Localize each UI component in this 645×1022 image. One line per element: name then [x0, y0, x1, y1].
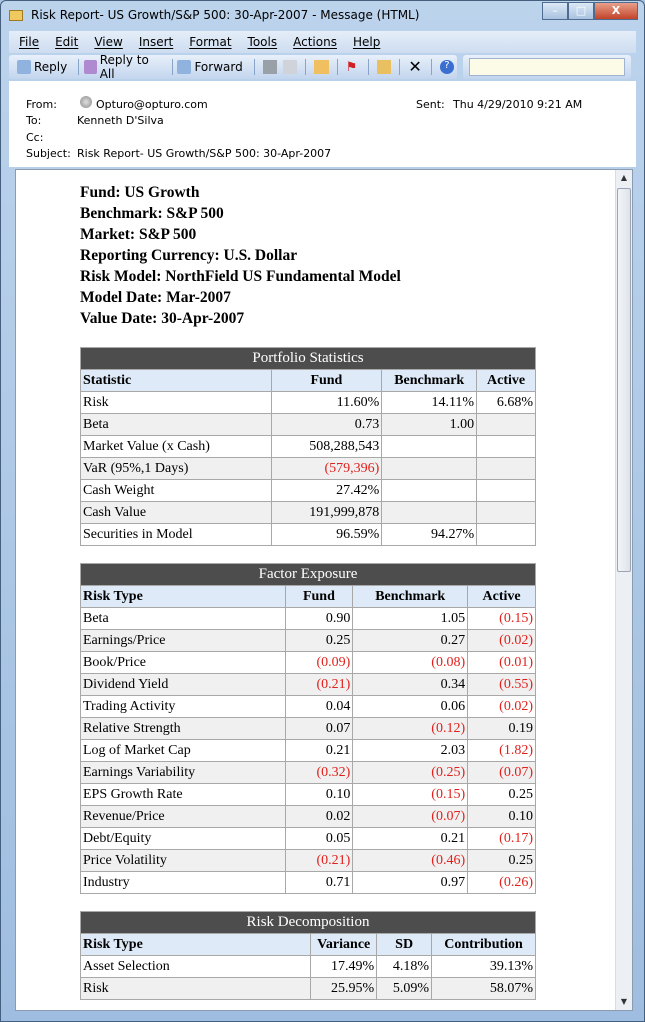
sent-label: Sent:: [416, 98, 445, 111]
label-cell: Earnings/Price: [81, 630, 286, 652]
column-header: Risk Type: [81, 586, 286, 608]
value-cell: (1.82): [468, 740, 536, 762]
value-cell: [477, 458, 536, 480]
column-header: Statistic: [81, 370, 272, 392]
value-cell: (0.15): [353, 784, 468, 806]
value-cell: 0.25: [285, 630, 353, 652]
scroll-thumb[interactable]: [617, 188, 631, 572]
scroll-down-arrow[interactable]: ▼: [620, 997, 628, 1006]
envelope-icon: [9, 10, 23, 21]
value-cell: (0.09): [285, 652, 353, 674]
subject-label: Subject:: [26, 147, 71, 160]
value-cell: 39.13%: [432, 956, 536, 978]
value-cell: [382, 436, 477, 458]
value-cell: 0.90: [285, 608, 353, 630]
from-value[interactable]: Opturo@opturo.com: [96, 98, 208, 111]
value-cell: 0.21: [285, 740, 353, 762]
value-cell: (0.17): [468, 828, 536, 850]
value-cell: 0.02: [285, 806, 353, 828]
table-row: [81, 630, 536, 652]
message-header: [9, 81, 636, 167]
value-cell: 1.05: [353, 608, 468, 630]
value-cell: 0.21: [353, 828, 468, 850]
junk-mail-icon[interactable]: [314, 60, 328, 74]
value-cell: [477, 502, 536, 524]
table-row: [81, 608, 536, 630]
value-cell: [382, 458, 477, 480]
value-cell: 2.03: [353, 740, 468, 762]
label-cell: Revenue/Price: [81, 806, 286, 828]
value-cell: 0.25: [468, 784, 536, 806]
table-row: [81, 392, 536, 414]
table-title: Portfolio Statistics: [81, 348, 536, 370]
value-cell: 27.42%: [271, 480, 382, 502]
flag-icon[interactable]: ⚑: [345, 60, 358, 75]
menu-bar: [9, 31, 636, 53]
menu-insert[interactable]: Insert: [138, 35, 174, 49]
risk-model-line: Risk Model: NorthField US Fundamental Model: [80, 268, 401, 285]
column-header: Benchmark: [382, 370, 477, 392]
value-cell: (0.02): [468, 696, 536, 718]
model-date-line: Model Date: Mar-2007: [80, 289, 231, 306]
menu-tools[interactable]: Tools: [247, 35, 278, 49]
table-row: [81, 978, 536, 1000]
value-cell: 6.68%: [477, 392, 536, 414]
value-cell: 14.11%: [382, 392, 477, 414]
reply-all-button[interactable]: [84, 53, 160, 81]
value-cell: (0.08): [353, 652, 468, 674]
delete-icon[interactable]: ✕: [408, 57, 422, 76]
label-cell: Risk: [81, 978, 311, 1000]
portfolio-statistics-table: [80, 347, 536, 546]
column-header: Variance: [311, 934, 377, 956]
market-line: Market: S&P 500: [80, 226, 197, 243]
value-cell: 11.60%: [271, 392, 382, 414]
table-row: [81, 652, 536, 674]
benchmark-line: Benchmark: S&P 500: [80, 205, 224, 222]
label-cell: Industry: [81, 872, 286, 894]
value-cell: (0.01): [468, 652, 536, 674]
forward-label: Forward: [194, 60, 243, 74]
reply-label: Reply: [34, 60, 68, 74]
label-cell: Risk: [81, 392, 272, 414]
value-cell: 0.10: [468, 806, 536, 828]
value-cell: 508,288,543: [271, 436, 382, 458]
value-cell: 94.27%: [382, 524, 477, 546]
table-row: [81, 828, 536, 850]
value-cell: 58.07%: [432, 978, 536, 1000]
fund-line: Fund: US Growth: [80, 184, 200, 201]
label-cell: Debt/Equity: [81, 828, 286, 850]
to-label: To:: [26, 114, 42, 127]
move-to-folder-icon[interactable]: [377, 60, 391, 74]
subject-value: Risk Report- US Growth/S&P 500: 30-Apr-2007: [77, 147, 332, 160]
value-cell: [382, 502, 477, 524]
reply-icon: [17, 60, 31, 74]
contact-status-icon: [80, 96, 92, 108]
value-cell: 0.07: [285, 718, 353, 740]
table-row: [81, 674, 536, 696]
menu-format[interactable]: Format: [189, 35, 232, 49]
table-title: Risk Decomposition: [81, 912, 536, 934]
column-header: SD: [377, 934, 432, 956]
value-cell: 0.25: [468, 850, 536, 872]
value-cell: (0.32): [285, 762, 353, 784]
value-cell: (0.46): [353, 850, 468, 872]
label-cell: Log of Market Cap: [81, 740, 286, 762]
value-cell: (0.25): [353, 762, 468, 784]
column-header: Contribution: [432, 934, 536, 956]
table-row: [81, 784, 536, 806]
table-row: [81, 718, 536, 740]
label-cell: Securities in Model: [81, 524, 272, 546]
value-cell: 0.73: [271, 414, 382, 436]
column-header: Benchmark: [353, 586, 468, 608]
vertical-scrollbar[interactable]: [615, 170, 632, 1010]
value-cell: [477, 414, 536, 436]
label-cell: Dividend Yield: [81, 674, 286, 696]
currency-line: Reporting Currency: U.S. Dollar: [80, 247, 298, 264]
value-date-line: Value Date: 30-Apr-2007: [80, 310, 245, 327]
menu-view[interactable]: View: [94, 35, 123, 49]
table-header-row: [81, 370, 536, 392]
value-cell: (0.26): [468, 872, 536, 894]
label-cell: Asset Selection: [81, 956, 311, 978]
value-cell: 96.59%: [271, 524, 382, 546]
minimize-button[interactable]: –: [542, 2, 568, 20]
value-cell: (579,396): [271, 458, 382, 480]
report-info: [80, 182, 401, 329]
table-row: [81, 696, 536, 718]
label-cell: Earnings Variability: [81, 762, 286, 784]
reply-button[interactable]: [17, 60, 67, 74]
title-bar: [1, 1, 644, 29]
label-cell: Relative Strength: [81, 718, 286, 740]
table-row: [81, 524, 536, 546]
label-cell: Price Volatility: [81, 850, 286, 872]
value-cell: 191,999,878: [271, 502, 382, 524]
scroll-up-arrow[interactable]: ▲: [620, 173, 628, 182]
value-cell: 5.09%: [377, 978, 432, 1000]
menu-help[interactable]: Help: [352, 35, 381, 49]
search-combo[interactable]: [469, 58, 625, 76]
value-cell: 0.19: [468, 718, 536, 740]
column-header: Fund: [271, 370, 382, 392]
column-header: Fund: [285, 586, 353, 608]
table-row: [81, 414, 536, 436]
table-row: [81, 502, 536, 524]
value-cell: (0.21): [285, 674, 353, 696]
sent-value: Thu 4/29/2010 9:21 AM: [453, 98, 583, 111]
menu-actions[interactable]: Actions: [293, 35, 337, 49]
value-cell: 25.95%: [311, 978, 377, 1000]
label-cell: Cash Weight: [81, 480, 272, 502]
copy-icon[interactable]: [283, 60, 297, 74]
value-cell: 0.10: [285, 784, 353, 806]
value-cell: (0.15): [468, 608, 536, 630]
value-cell: 0.97: [353, 872, 468, 894]
from-label: From:: [26, 98, 57, 111]
print-icon[interactable]: [263, 60, 277, 74]
factor-exposure-table: [80, 563, 536, 894]
label-cell: Beta: [81, 414, 272, 436]
value-cell: [477, 480, 536, 502]
table-row: [81, 436, 536, 458]
table-header-row: [81, 586, 536, 608]
value-cell: 0.34: [353, 674, 468, 696]
value-cell: [477, 524, 536, 546]
value-cell: (0.07): [468, 762, 536, 784]
column-header: Active: [468, 586, 536, 608]
value-cell: (0.55): [468, 674, 536, 696]
value-cell: [477, 436, 536, 458]
table-row: [81, 850, 536, 872]
menu-edit[interactable]: Edit: [55, 35, 79, 49]
help-icon[interactable]: ?: [440, 60, 454, 74]
label-cell: VaR (95%,1 Days): [81, 458, 272, 480]
table-row: [81, 762, 536, 784]
value-cell: 0.04: [285, 696, 353, 718]
column-header: Risk Type: [81, 934, 311, 956]
value-cell: (0.12): [353, 718, 468, 740]
forward-button[interactable]: [177, 60, 242, 74]
label-cell: Market Value (x Cash): [81, 436, 272, 458]
forward-icon: [177, 60, 191, 74]
label-cell: Beta: [81, 608, 286, 630]
column-header: Active: [477, 370, 536, 392]
toolbar: [9, 55, 457, 79]
table-row: [81, 806, 536, 828]
table-row: [81, 956, 536, 978]
reply-all-icon: [84, 60, 97, 74]
value-cell: 0.71: [285, 872, 353, 894]
table-header-row: [81, 934, 536, 956]
label-cell: Book/Price: [81, 652, 286, 674]
value-cell: 17.49%: [311, 956, 377, 978]
label-cell: Trading Activity: [81, 696, 286, 718]
label-cell: EPS Growth Rate: [81, 784, 286, 806]
close-button[interactable]: X: [594, 2, 638, 20]
value-cell: 0.06: [353, 696, 468, 718]
maximize-button[interactable]: □: [568, 2, 594, 20]
table-title: Factor Exposure: [81, 564, 536, 586]
value-cell: (0.07): [353, 806, 468, 828]
table-row: [81, 740, 536, 762]
cc-label: Cc:: [26, 131, 44, 144]
message-body: [15, 169, 633, 1011]
label-cell: Cash Value: [81, 502, 272, 524]
table-row: [81, 480, 536, 502]
search-toolbar: [463, 55, 631, 79]
value-cell: [382, 480, 477, 502]
window-title: Risk Report- US Growth/S&P 500: 30-Apr-2007 - Message (HTML): [31, 8, 420, 22]
table-row: [81, 872, 536, 894]
value-cell: (0.21): [285, 850, 353, 872]
value-cell: 1.00: [382, 414, 477, 436]
table-row: [81, 458, 536, 480]
value-cell: (0.02): [468, 630, 536, 652]
risk-decomposition-table: [80, 911, 536, 1000]
reply-all-label: Reply to All: [99, 53, 149, 81]
value-cell: 0.05: [285, 828, 353, 850]
to-value[interactable]: Kenneth D'Silva: [77, 114, 164, 127]
value-cell: 0.27: [353, 630, 468, 652]
value-cell: 4.18%: [377, 956, 432, 978]
menu-file[interactable]: File: [19, 35, 40, 49]
